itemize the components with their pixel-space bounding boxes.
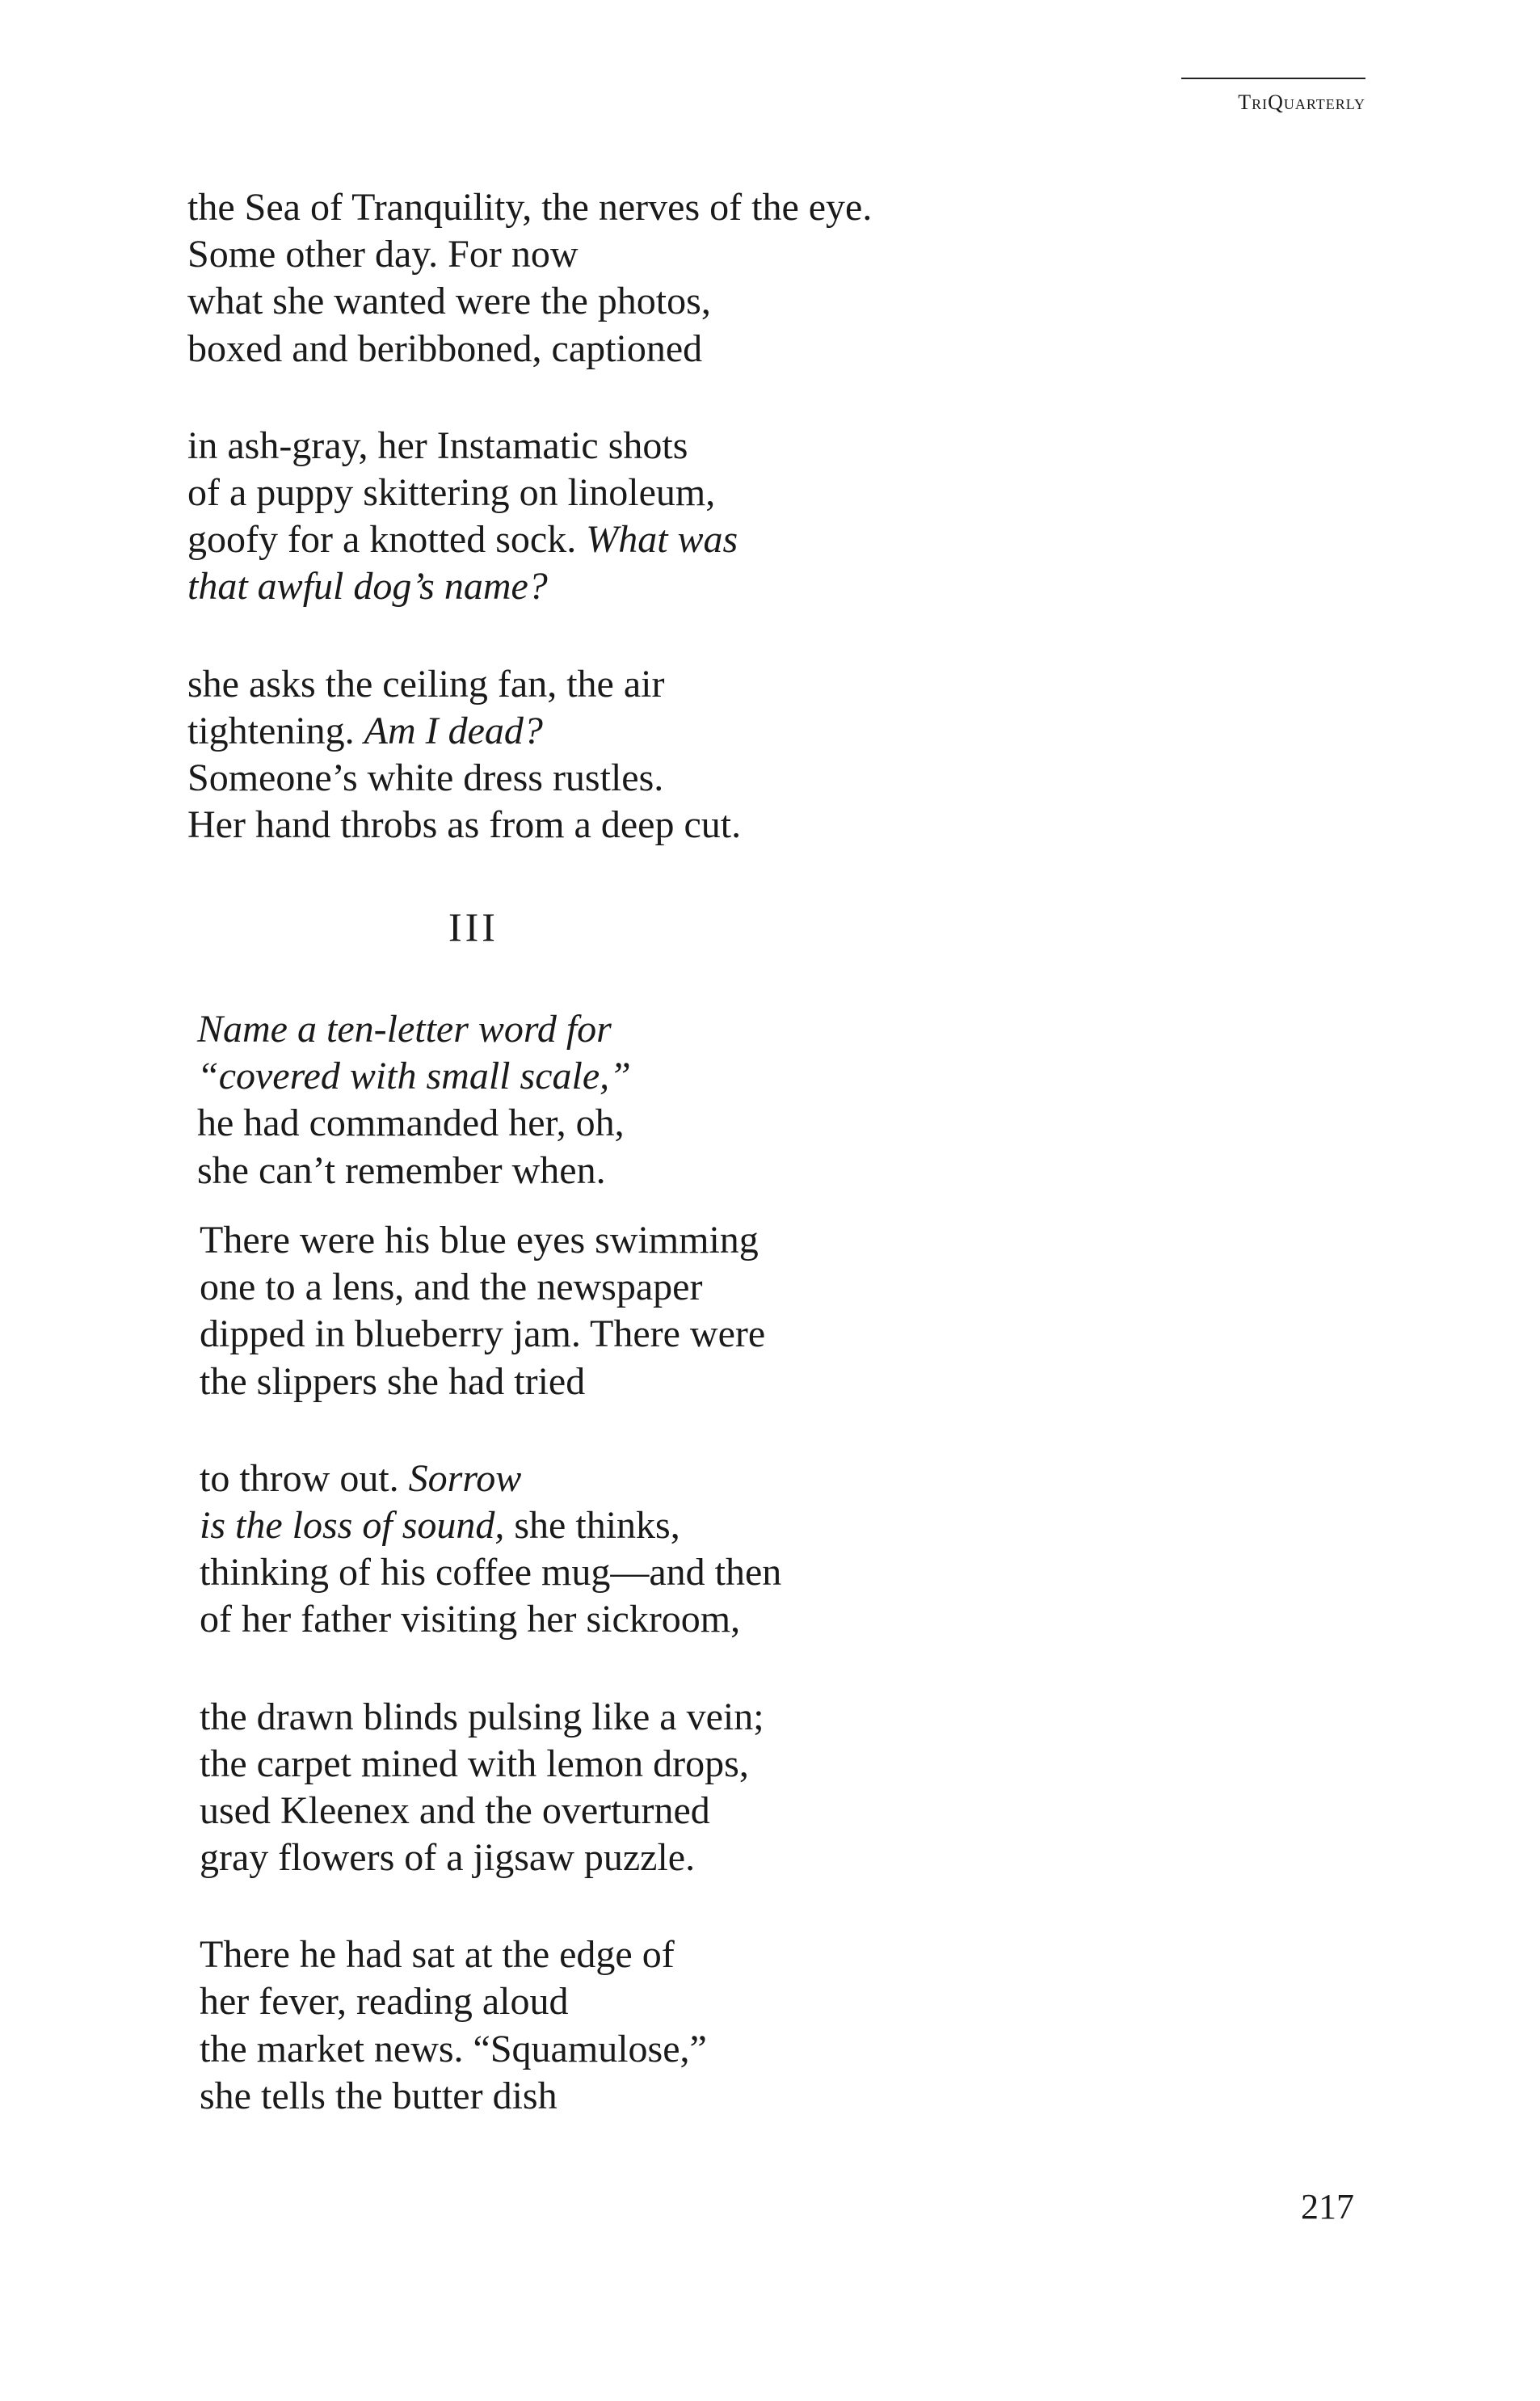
poem-line xyxy=(200,1502,781,1549)
page-number: 217 xyxy=(1301,2187,1354,2226)
italic-text: What was xyxy=(586,518,738,562)
poem-line: what she wanted were the photos, xyxy=(187,280,711,323)
poem-line: her fever, reading aloud xyxy=(200,1980,569,2024)
poem-line: she can’t remember when. xyxy=(197,1148,606,1192)
poem-line: the drawn blinds pulsing like a vein; xyxy=(200,1695,764,1738)
line-text: tightening. xyxy=(187,709,364,752)
italic-text: Sorrow xyxy=(408,1456,522,1500)
poem-line: Some other day. For now xyxy=(187,233,579,276)
poem-line: Her hand throbs as from a deep cut. xyxy=(187,803,742,847)
poem-part-one xyxy=(187,184,872,849)
line-text: to throw out. xyxy=(200,1456,409,1500)
stanza-break xyxy=(187,373,872,423)
poem-line: thinking of his coffee mug—and then xyxy=(200,1551,782,1594)
poem-line xyxy=(197,1006,631,1053)
line-text: she thinks, xyxy=(504,1503,680,1547)
journal-title: TriQuarterly xyxy=(1238,91,1365,114)
poem-line: There he had sat at the edge of xyxy=(200,1933,675,1977)
stanza-8 xyxy=(200,1931,781,2120)
stanza-break xyxy=(200,1881,781,1931)
poem-line: dipped in blueberry jam. There were xyxy=(200,1312,766,1356)
poem-line: she asks the ceiling fan, the air xyxy=(187,662,665,706)
poem-line xyxy=(197,1053,631,1100)
poem-line xyxy=(187,563,872,610)
line-text: goofy for a knotted sock. xyxy=(187,518,587,562)
poem-line: he had commanded her, oh, xyxy=(197,1102,625,1145)
stanza-6 xyxy=(200,1455,781,1644)
poem-line: There were his blue eyes swimming xyxy=(200,1219,759,1262)
poem-line: the slippers she had tried xyxy=(200,1359,586,1403)
poem-line: the market news. “Squamulose,” xyxy=(200,2027,707,2070)
stanza-7 xyxy=(200,1694,781,1882)
poem-line: she tells the butter dish xyxy=(200,2074,558,2117)
section-numeral: III xyxy=(448,904,499,950)
poem-line xyxy=(200,1455,781,1502)
running-header xyxy=(1163,78,1365,115)
poem-line: used Kleenex and the overturned xyxy=(200,1788,710,1832)
stanza-4 xyxy=(197,1006,631,1194)
italic-text: “covered with small scale,” xyxy=(197,1055,631,1098)
poem-line: the carpet mined with lemon drops, xyxy=(200,1742,749,1785)
italic-text: is the loss of sound, xyxy=(200,1503,505,1547)
poem-line: one to a lens, and the newspaper xyxy=(200,1266,703,1309)
poem-line xyxy=(187,708,872,755)
stanza-2 xyxy=(187,423,872,611)
poem-line: gray flowers of a jigsaw puzzle. xyxy=(200,1836,696,1880)
italic-text: that awful dog’s name? xyxy=(187,565,548,609)
italic-text: Name a ten-letter word for xyxy=(197,1008,612,1051)
poem-line: of a puppy skittering on linoleum, xyxy=(187,470,716,514)
stanza-3 xyxy=(187,661,872,849)
poem-line: of her father visiting her sickroom, xyxy=(200,1598,741,1641)
italic-text: Am I dead? xyxy=(364,709,543,752)
stanza-1 xyxy=(187,184,872,373)
stanza-break xyxy=(187,611,872,661)
poem-line: Someone’s white dress rustles. xyxy=(187,756,664,799)
poem-line: in ash-gray, her Instamatic shots xyxy=(187,423,688,467)
poem-part-two xyxy=(197,1006,631,1194)
stanza-break xyxy=(200,1644,781,1694)
poem-line: boxed and beribboned, captioned xyxy=(187,326,703,370)
stanza-break xyxy=(200,1405,781,1455)
poem-line xyxy=(187,516,872,563)
poem-line: the Sea of Tranquility, the nerves of the eye. xyxy=(187,186,873,229)
header-rule xyxy=(1181,78,1365,79)
stanza-5 xyxy=(200,1217,781,1405)
poem-part-three xyxy=(200,1217,781,2120)
